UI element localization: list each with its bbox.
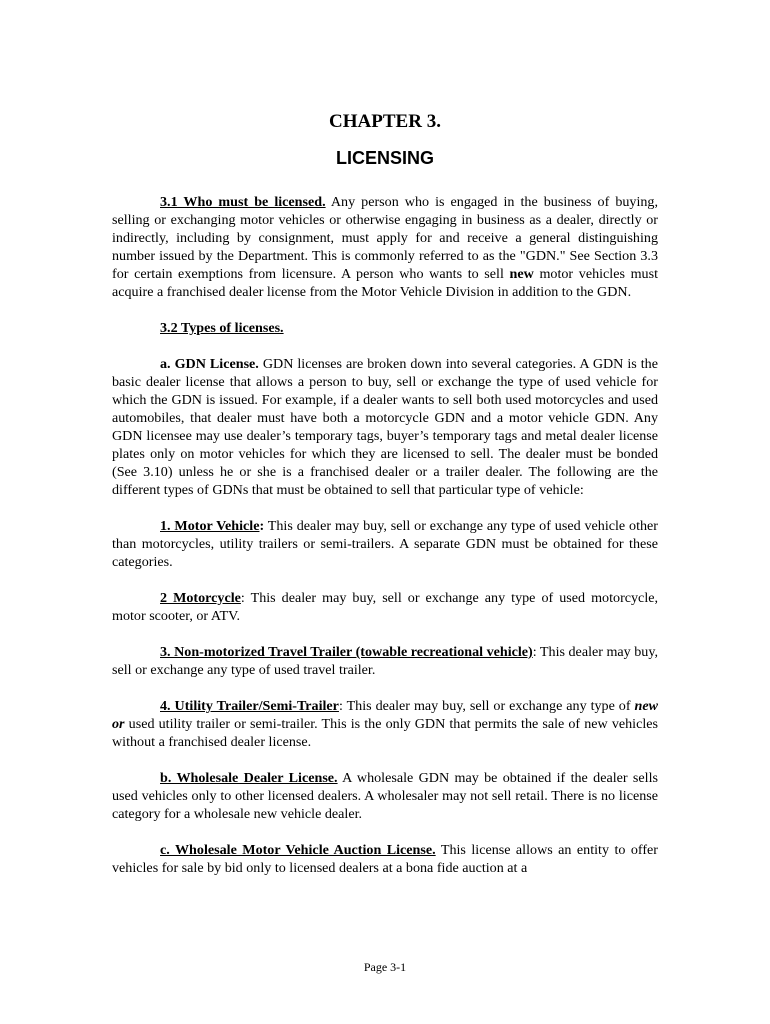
motorcycle-text: : This dealer may buy, sell or exchange any type of used motorcycle, motor scooter, or ATV. [112, 590, 659, 624]
utility-trailer-text-2: used utility trailer or semi-trailer. This is the only GDN that permits the sale of new vehicles without a franchised dealer license. [112, 716, 658, 750]
motor-vehicle-paragraph [112, 517, 658, 571]
travel-trailer-heading: 3. Non-motorized Travel Trailer (towable recreational vehicle) [160, 644, 533, 660]
gdn-license-heading: a. GDN License. [160, 356, 259, 372]
travel-trailer-text: : This dealer may buy, sell or exchange any type of used travel trailer. [112, 644, 658, 678]
wholesale-dealer-heading: b. Wholesale Dealer License. [160, 770, 338, 786]
section-3-1-emphasis: new [509, 266, 534, 282]
section-3-2-heading: 3.2 Types of licenses. [160, 320, 284, 336]
motor-vehicle-heading: 1. Motor Vehicle [160, 518, 260, 534]
section-3-1-text-2: motor vehicles must acquire a franchised dealer license from the Motor Vehicle Division in addition to the GDN. [112, 266, 658, 300]
chapter-title: LICENSING [335, 148, 434, 168]
auction-license-text: This license allows an entity to offer vehicles for sale by bid only to licensed dealers at a bona fide auction at a [112, 842, 658, 876]
section-3-1-paragraph [112, 193, 658, 301]
motorcycle-paragraph [112, 589, 658, 625]
section-3-2-paragraph [112, 319, 658, 337]
utility-trailer-heading: 4. Utility Trailer/Semi-Trailer [160, 698, 339, 714]
motor-vehicle-text: This dealer may buy, sell or exchange any type of used vehicle other than motorcycles, utility trailers or semi-trailers. A separate GDN must be obtained for these categories. [112, 518, 659, 570]
section-3-1-text-1: Any person who is engaged in the business of buying, selling or exchanging motor vehicles or otherwise engaging in business as a dealer, directly or indirectly, including by consignment, must apply for and receive a general distinguishing number issued by the Department. This is commonly referred to as the "GDN." See Section 3.3 for certain exemptions from licensure. A person who wants to sell [112, 194, 658, 282]
document-body [112, 193, 658, 895]
wholesale-dealer-text: A wholesale GDN may be obtained if the dealer sells used vehicles only to other licensed dealers. A wholesaler may not sell retail. There is no license category for a wholesale new vehicle dealer. [112, 770, 658, 822]
auction-license-paragraph [112, 841, 658, 877]
wholesale-dealer-paragraph [112, 769, 658, 823]
gdn-license-paragraph [112, 355, 658, 499]
section-3-1-heading: 3.1 Who must be licensed. [160, 194, 326, 210]
auction-license-heading: c. Wholesale Motor Vehicle Auction License. [160, 842, 436, 858]
motor-vehicle-colon: : [259, 518, 265, 534]
utility-trailer-text-1: : This dealer may buy, sell or exchange any type of [338, 698, 635, 714]
utility-trailer-paragraph [112, 697, 658, 751]
motorcycle-heading: 2 Motorcycle [160, 590, 241, 606]
page-number: Page 3-1 [363, 960, 407, 974]
gdn-license-text: GDN licenses are broken down into several categories. A GDN is the basic dealer license that allows a person to buy, sell or exchange the type of used vehicle for which the GDN is issued. For example, if a dealer wants to sell both used motorcycles and used automobiles, that dealer must have both a motorcycle GDN and a motor vehicle GDN. Any GDN licensee may use dealer’s temporary tags, buyer’s temporary tags and metal dealer license plates only on motor vehicles for which they are licensed to sell. The dealer must be bonded (See 3.10) unless he or she is a franchised dealer or a trailer dealer. The following are the different types of GDNs that must be obtained to sell that particular type of vehicle: [112, 356, 658, 498]
travel-trailer-paragraph [112, 643, 658, 679]
chapter-heading: CHAPTER 3. [329, 111, 441, 132]
utility-trailer-emphasis: new or [112, 698, 658, 732]
